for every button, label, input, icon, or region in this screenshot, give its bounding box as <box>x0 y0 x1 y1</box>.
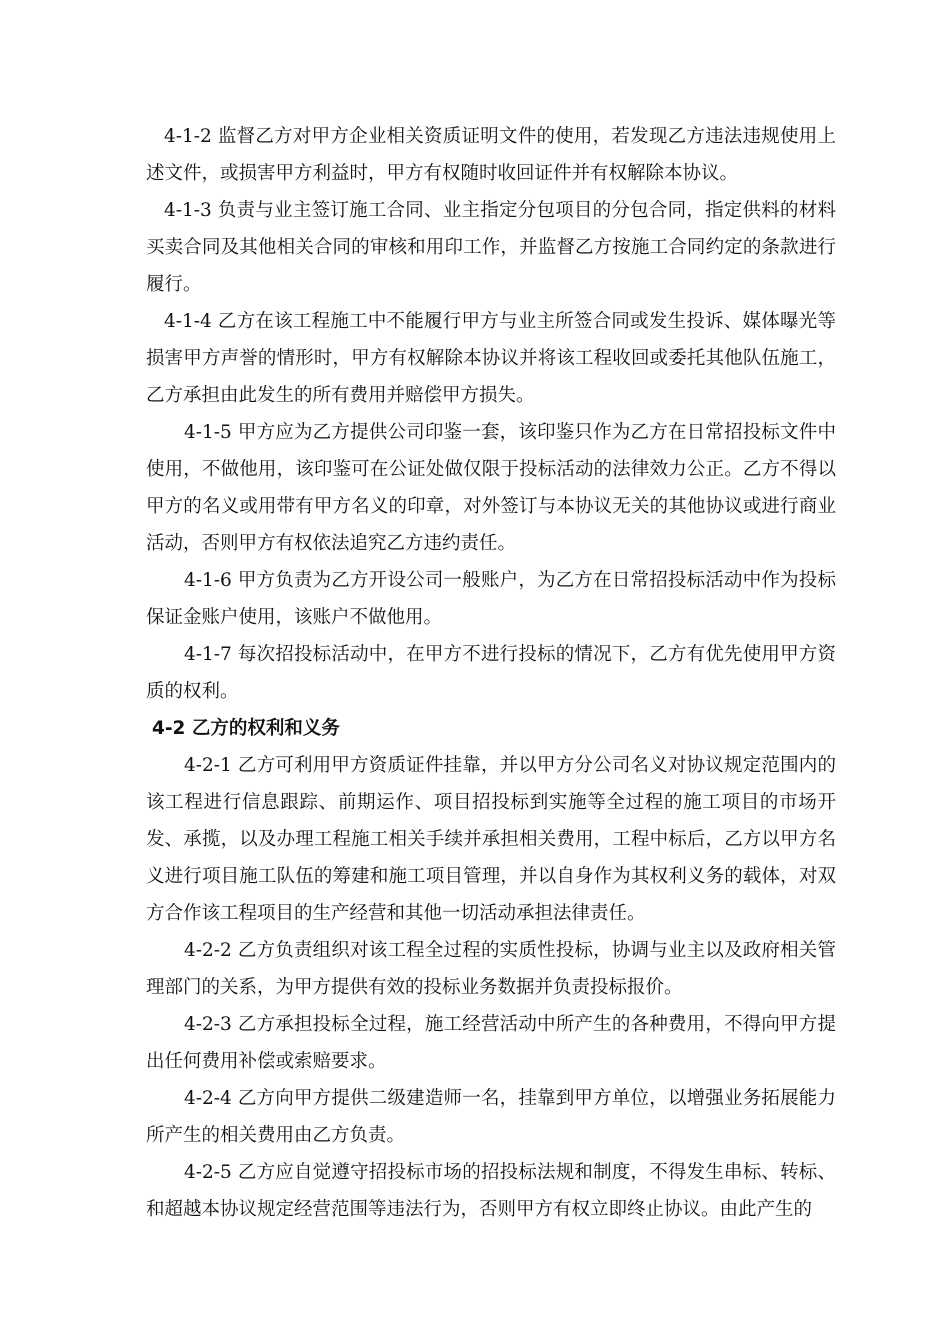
clause-4-2-4: 4-2-4 乙方向甲方提供二级建造师一名，挂靠到甲方单位，以增强业务拓展能力所产生的相关费用由乙方负责。 <box>146 1088 836 1146</box>
clause-4-1-6: 4-1-6 甲方负责为乙方开设公司一般账户，为乙方在日常招投标活动中作为投标保证金账户使用，该账户不做他用。 <box>146 570 836 628</box>
clause-4-2-1: 4-2-1 乙方可利用甲方资质证件挂靠，并以甲方分公司名义对协议规定范围内的该工程进行信息跟踪、前期运作、项目招投标到实施等全过程的施工项目的市场开发、承揽，以及办理工程施工相关手续并承担相关费用，工程中标后，乙方以甲方名义进行项目施工队伍的筹建和施工项目管理，并以自身作为其权利义务的载体，对双方合作该工程项目的生产经营和其他一切活动承担法律责任。 <box>146 755 836 924</box>
clause-4-1-7: 4-1-7 每次招投标活动中，在甲方不进行投标的情况下，乙方有优先使用甲方资质的权利。 <box>146 644 836 702</box>
section-heading-4-2: 4-2 乙方的权利和义务 <box>152 718 340 739</box>
clause-4-1-3: 4-1-3 负责与业主签订施工合同、业主指定分包项目的分包合同，指定供料的材料买卖合同及其他相关合同的审核和用印工作，并监督乙方按施工合同约定的条款进行履行。 <box>146 200 836 295</box>
clause-4-1-2: 4-1-2 监督乙方对甲方企业相关资质证明文件的使用，若发现乙方违法违规使用上述文件，或损害甲方利益时，甲方有权随时收回证件并有权解除本协议。 <box>146 126 836 184</box>
clause-4-2-2: 4-2-2 乙方负责组织对该工程全过程的实质性投标，协调与业主以及政府相关管理部门的关系，为甲方提供有效的投标业务数据并负责投标报价。 <box>146 940 836 998</box>
clause-4-1-4: 4-1-4 乙方在该工程施工中不能履行甲方与业主所签合同或发生投诉、媒体曝光等损害甲方声誉的情形时，甲方有权解除本协议并将该工程收回或委托其他队伍施工，乙方承担由此发生的所有费用并赔偿甲方损失。 <box>146 311 836 406</box>
clause-4-2-3: 4-2-3 乙方承担投标全过程，施工经营活动中所产生的各种费用，不得向甲方提出任何费用补偿或索赔要求。 <box>146 1014 836 1072</box>
clause-4-2-5: 4-2-5 乙方应自觉遵守招投标市场的招投标法规和制度，不得发生串标、转标、和超越本协议规定经营范围等违法行为，否则甲方有权立即终止协议。由此产生的 <box>146 1162 836 1220</box>
clause-4-1-5: 4-1-5 甲方应为乙方提供公司印鉴一套，该印鉴只作为乙方在日常招投标文件中使用，不做他用，该印鉴可在公证处做仅限于投标活动的法律效力公正。乙方不得以甲方的名义或用带有甲方名义的印章，对外签订与本协议无关的其他协议或进行商业活动，否则甲方有权依法追究乙方违约责任。 <box>146 422 836 554</box>
document-page <box>146 118 836 1228</box>
